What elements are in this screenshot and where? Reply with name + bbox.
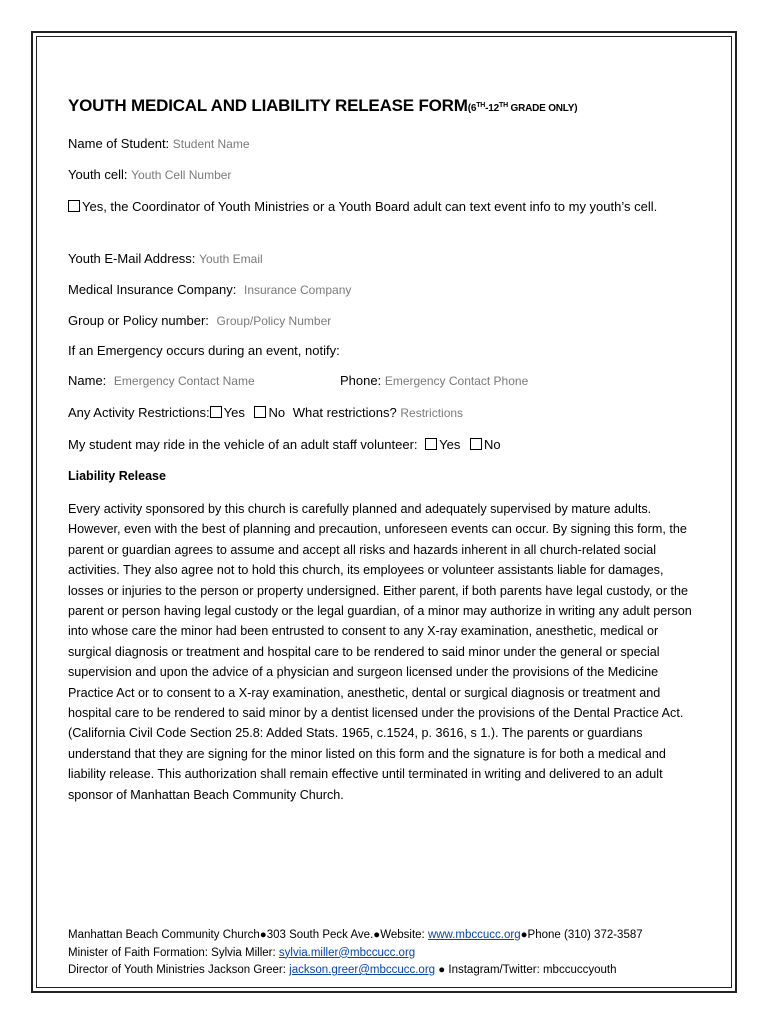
policy-row (68, 313, 331, 328)
emergency-phone-label: Phone: (340, 373, 382, 388)
youth-email-row (68, 251, 263, 266)
emergency-name-field[interactable]: Emergency Contact Name (113, 374, 255, 388)
ride-no-label: No (483, 437, 501, 452)
emergency-phone-row (340, 373, 528, 388)
ride-yes-label: Yes (439, 437, 461, 452)
policy-label: Group or Policy number: (68, 313, 209, 328)
grade-range: (6TH-12TH GRADE ONLY) (467, 102, 578, 114)
restrictions-yes-checkbox[interactable] (210, 406, 222, 418)
footer-phone: ●Phone (310) 372-3587 (520, 929, 643, 941)
website-link[interactable]: www.mbccucc.org (427, 929, 521, 941)
youth-email-field[interactable]: Youth Email (199, 252, 263, 266)
restrictions-no-checkbox[interactable] (254, 406, 266, 418)
page-footer (68, 927, 643, 980)
director-label: Director of Youth Ministries Jackson Greer: (68, 964, 290, 976)
restrictions-label: Any Activity Restrictions: (68, 405, 210, 420)
youth-cell-row (68, 167, 231, 182)
insurance-field[interactable]: Insurance Company (243, 283, 352, 297)
emergency-intro: If an Emergency occurs during an event, notify: (68, 343, 340, 358)
policy-field[interactable]: Group/Policy Number (216, 314, 332, 328)
emergency-name-label: Name: (68, 373, 107, 388)
youth-email-label: Youth E-Mail Address: (68, 251, 196, 266)
student-name-row (68, 136, 250, 151)
ride-permission-label: My student may ride in the vehicle of an adult staff volunteer: (68, 437, 418, 452)
restrictions-no-label: No (268, 405, 286, 420)
youth-cell-field[interactable]: Youth Cell Number (131, 168, 232, 182)
text-consent-row (68, 196, 698, 217)
ride-no-checkbox[interactable] (470, 438, 482, 450)
youth-cell-label: Youth cell: (68, 167, 128, 182)
footer-line-3 (68, 962, 643, 980)
liability-heading: Liability Release (68, 469, 166, 483)
form-title (68, 96, 577, 116)
text-consent-checkbox[interactable] (68, 200, 80, 212)
restrictions-field[interactable]: Restrictions (400, 406, 464, 420)
what-restrictions-label: What restrictions? (292, 405, 397, 420)
insurance-label: Medical Insurance Company: (68, 282, 237, 297)
minister-email-link[interactable]: sylvia.miller@mbccucc.org (278, 946, 416, 959)
footer-line-2 (68, 945, 643, 963)
restrictions-yes-label: Yes (223, 405, 245, 420)
director-email-link[interactable]: jackson.greer@mbccucc.org (289, 964, 436, 976)
form-title-main: YOUTH MEDICAL AND LIABILITY RELEASE FORM (68, 96, 468, 115)
text-consent-label: Yes, the Coordinator of Youth Ministries or a Youth Board adult can text event info to my youth’s cell. (82, 199, 658, 214)
footer-line-1 (68, 927, 643, 945)
insurance-row (68, 282, 351, 297)
ride-yes-checkbox[interactable] (425, 438, 437, 450)
emergency-phone-field[interactable]: Emergency Contact Phone (384, 374, 529, 388)
restrictions-row (68, 405, 463, 420)
emergency-name-row (68, 373, 255, 388)
student-name-label: Name of Student: (68, 136, 170, 151)
ride-permission-row (68, 437, 501, 452)
minister-label: Minister of Faith Formation: Sylvia Miller: (68, 946, 279, 959)
footer-address: Manhattan Beach Community Church●303 South Peck Ave.●Website: (68, 929, 428, 941)
student-name-field[interactable]: Student Name (172, 137, 250, 151)
social-handle: ● Instagram/Twitter: mbccuccyouth (435, 964, 617, 976)
liability-body: Every activity sponsored by this church is carefully planned and adequately supervised by mature adults. However, even with the best of planning and precaution, unforeseen events can occur. By signing this form, the parent or guardian agrees to assume and accept all risks and hazards inherent in all church-related social activities. They also agree not to hold this church, its employees or volunteer assistants liable for damages, losses or injuries to the person or property undersigned. Either parent, if both parents have legal custody, or the parent or person having legal custody or the legal guardian, of a minor may authorize in writing any adult person into whose care the minor had been entrusted to consent to any X-ray examination, anesthetic, medical or surgical diagnosis or treatment and hospital care to be rendered to said minor under the general or special supervision and upon the advice of a physician and surgeon licensed under the provisions of the Medicine Practice Act or to consent to a X-ray examination, anesthetic, dental or surgical diagnosis or treatment and hospital care to be rendered to said minor by a dentist licensed under the provisions of the Dental Practice Act. (California Civil Code Section 25.8: Added Stats. 1965, c.1524, p. 3616, s 1.). The parents or guardians understand that they are signing for the minor listed on this form and the signature is for both a medical and liability release. This authorization shall remain effective until terminated in writing and delivered to an adult sponsor of Manhattan Beach Community Church. (68, 502, 692, 802)
